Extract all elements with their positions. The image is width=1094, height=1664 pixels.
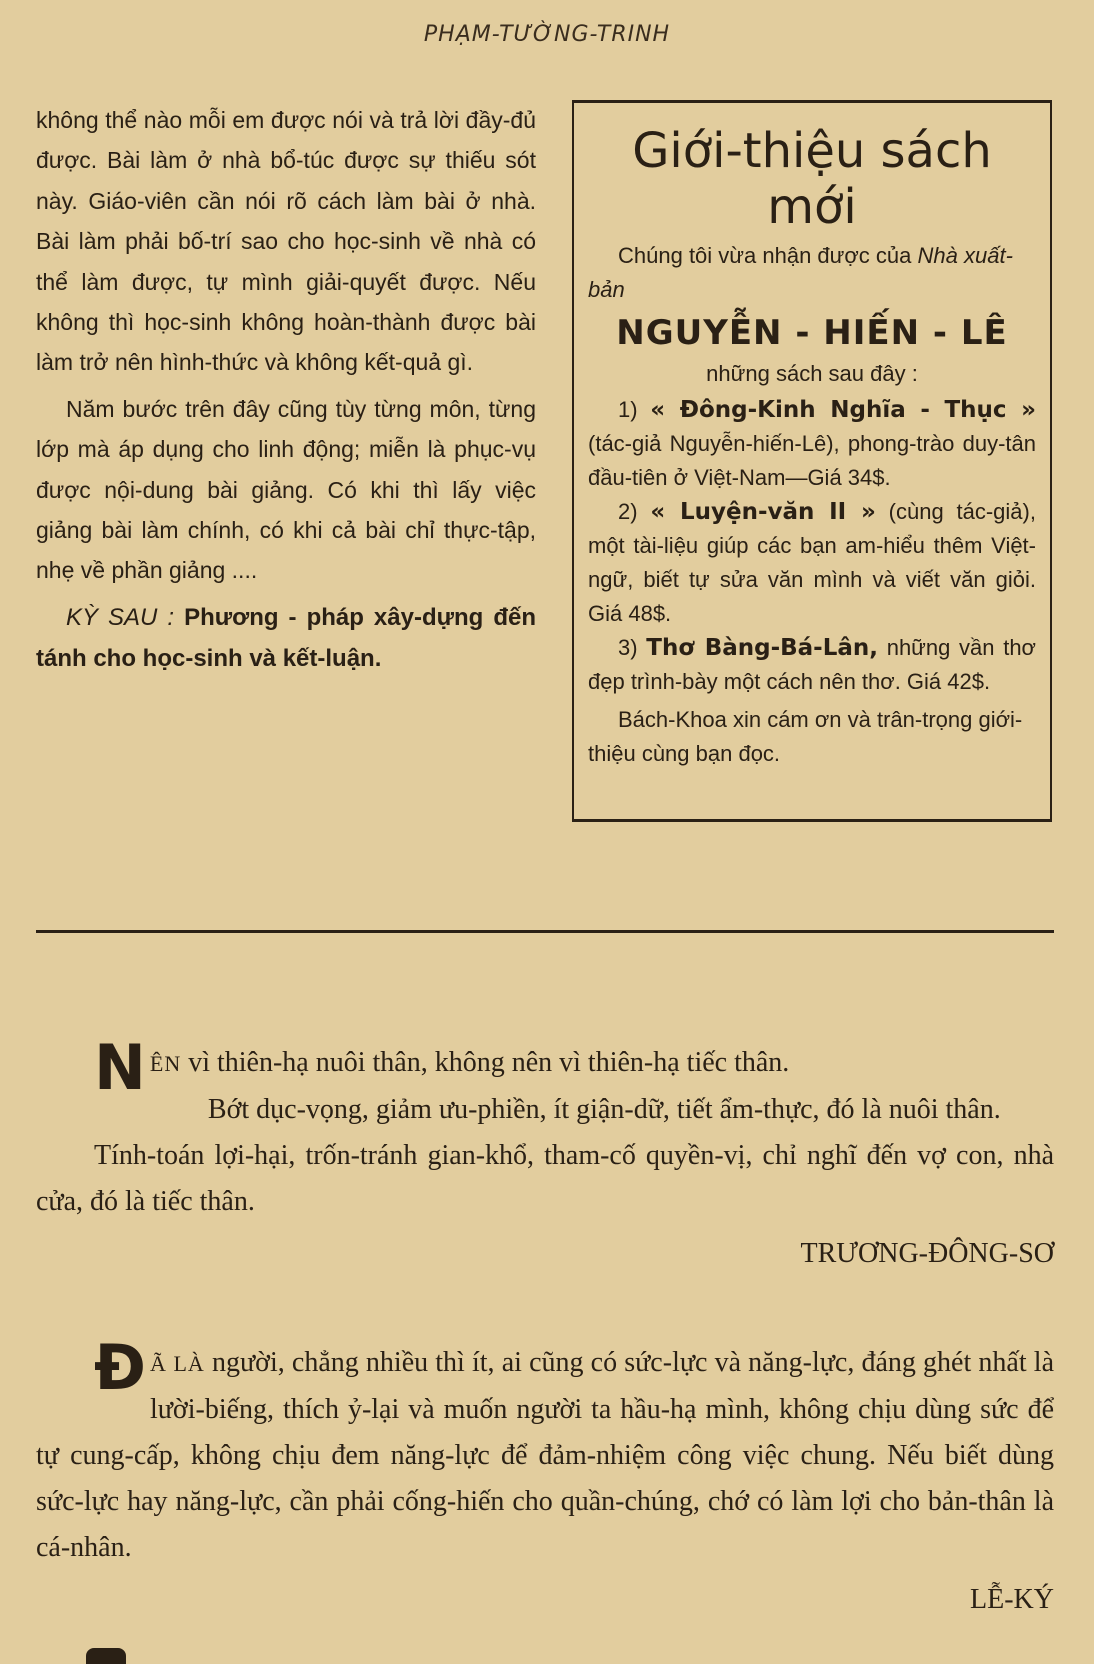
box-intro-italic: Nhà xuất-bản <box>588 243 1013 302</box>
quote-paragraph: Tính-toán lợi-hại, trốn-tránh gian-khổ, tham-cố quyền-vị, chỉ nghĩ đến vợ con, nhà cửa, đó là tiếc thân. <box>36 1140 1054 1217</box>
book-item <box>588 631 1036 699</box>
book-description: (cùng tác-giả), một tài-liệu giúp các bạn am-hiểu thêm Việt-ngữ, biết tự sửa văn mình và viết văn giỏi. Giá 48$. <box>588 499 1036 626</box>
quote-truong-dong-so <box>36 1031 1054 1277</box>
new-books-box <box>572 100 1052 822</box>
next-issue-note <box>36 597 536 679</box>
quote-text: vì thiên-hạ nuôi thân, không nên vì thiên-hạ tiếc thân. <box>188 1047 790 1078</box>
book-item <box>588 393 1036 495</box>
book-number: 1) <box>618 397 638 422</box>
left-column-article <box>36 100 536 679</box>
running-header: PHẠM-TƯỜNG-TRINH <box>423 22 671 47</box>
book-item <box>588 495 1036 631</box>
quote-paragraph <box>36 1331 1054 1571</box>
small-caps-lead: ÊN <box>149 1051 182 1076</box>
quote-le-ky <box>36 1331 1054 1623</box>
box-intro-text: Chúng tôi vừa nhận được của <box>618 243 912 268</box>
book-title: « Luyện-văn II » <box>650 499 876 525</box>
box-intro <box>588 239 1036 307</box>
quote-author: TRƯƠNG-ĐÔNG-SƠ <box>800 1238 1054 1269</box>
page-number-fragment <box>86 1648 126 1664</box>
box-thanks: Bách-Khoa xin cám ơn và trân-trọng giới-thiệu cùng bạn đọc. <box>588 707 1023 766</box>
article-paragraph: không thể nào mỗi em được nói và trả lời đầy-đủ được. Bài làm ở nhà bổ-túc được sự thiếu sót này. Giáo-viên cần nói rõ cách làm bài ở nhà. Bài làm phải bố-trí sao cho học-sinh về nhà có thể làm được, tự mình giải-quyết được. Nếu không thì học-sinh không hoàn-thành được bài làm trở nên hình-thức và không kết-quả gì. <box>36 107 536 376</box>
section-divider <box>36 930 1054 933</box>
book-number: 3) <box>618 635 638 660</box>
next-issue-label: KỲ SAU : <box>66 603 175 631</box>
publisher-name: NGUYỄN - HIẾN - LÊ <box>616 313 1008 353</box>
small-caps-lead: Ã LÀ <box>149 1351 205 1376</box>
book-title: Thơ Bàng-Bá-Lân, <box>646 635 879 661</box>
book-description: những vần thơ đẹp trình-bày một cách nên thơ. Giá 42$. <box>588 635 1036 694</box>
book-title: « Đông-Kinh Nghĩa - Thục » <box>650 397 1036 423</box>
drop-cap: Đ <box>94 1331 146 1404</box>
book-number: 2) <box>618 499 638 524</box>
quote-paragraph: Bớt dục-vọng, giảm ưu-phiền, ít giận-dữ, tiết ẩm-thực, đó là nuôi thân. <box>207 1094 1001 1125</box>
quote-author: LỄ-KÝ <box>970 1584 1054 1615</box>
drop-cap: N <box>94 1031 146 1104</box>
next-issue-text: Phương - pháp xây-dựng đến tánh cho học-sinh và kết-luận. <box>36 603 537 672</box>
box-title: Giới-thiệu sách mới <box>632 123 992 235</box>
box-subtitle: những sách sau đây : <box>706 361 918 386</box>
quote-line <box>36 1031 1054 1104</box>
article-paragraph: Năm bước trên đây cũng tùy từng môn, từng lớp mà áp dụng cho linh động; miễn là phục-vụ được nội-dung bài giảng. Có khi thì lấy việc giảng bài làm chính, có khi cả bài chỉ thực-tập, nhẹ về phần giảng .... <box>36 395 536 584</box>
book-description: (tác-giả Nguyễn-hiến-Lê), phong-trào duy-tân đầu-tiên ở Việt-Nam—Giá 34$. <box>588 431 1036 490</box>
quote-text: người, chẳng nhiều thì ít, ai cũng có sức-lực và năng-lực, đáng ghét nhất là lười-biếng, thích ỷ-lại và muốn người ta hầu-hạ mình, không chịu dùng sức để tự cung-cấp, không chịu đem năng-lực để đảm-nhiệm công việc chung. Nếu biết dùng sức-lực hay năng-lực, cần phải cống-hiến cho quần-chúng, chớ có làm lợi cho bản-thân là cá-nhân. <box>36 1347 1054 1563</box>
